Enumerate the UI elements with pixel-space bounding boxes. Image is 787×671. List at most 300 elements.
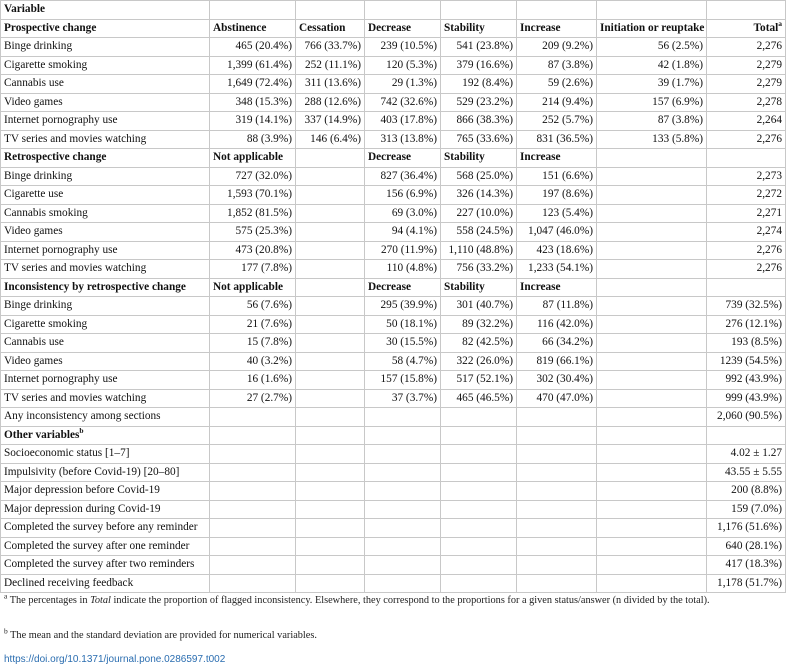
table-cell: 1,047 (46.0%) [517, 223, 597, 242]
empty-cell [365, 426, 441, 445]
table-row [1, 297, 786, 316]
column-header-text: Total [753, 21, 779, 34]
table-cell: 827 (36.4%) [365, 167, 441, 186]
row-label: Completed the survey before any reminder [1, 519, 210, 538]
empty-cell [210, 426, 296, 445]
table-cell: 214 (9.4%) [517, 93, 597, 112]
column-header-text: Cessation [299, 21, 346, 34]
column-header [296, 19, 365, 38]
table-cell: 87 (11.8%) [517, 297, 597, 316]
column-header [441, 149, 517, 168]
section-header-retrospective [1, 149, 786, 168]
table-cell: 379 (16.6%) [441, 56, 517, 75]
column-header [365, 149, 441, 168]
table-cell: 133 (5.8%) [597, 130, 707, 149]
table-cell: 27 (2.7%) [210, 389, 296, 408]
table-cell [296, 260, 365, 279]
table-cell [296, 408, 365, 427]
column-header [210, 278, 296, 297]
table-cell: 59 (2.6%) [517, 75, 597, 94]
table-cell: 295 (39.9%) [365, 297, 441, 316]
table-cell: 2,276 [707, 260, 786, 279]
row-label: Impulsivity (before Covid-19) [20–80] [1, 463, 210, 482]
table-cell [597, 352, 707, 371]
empty-cell [210, 445, 296, 464]
table-row [1, 315, 786, 334]
column-header [517, 19, 597, 38]
table-cell [597, 389, 707, 408]
table-cell [296, 352, 365, 371]
empty-cell [517, 537, 597, 556]
table-cell [597, 186, 707, 205]
table-cell: 2,274 [707, 223, 786, 242]
empty-cell [441, 556, 517, 575]
table-cell: 4.02 ± 1.27 [707, 445, 786, 464]
table-cell: 50 (18.1%) [365, 315, 441, 334]
row-label: Video games [1, 93, 210, 112]
row-label: Internet pornography use [1, 112, 210, 131]
section-title [1, 426, 210, 445]
empty-cell [441, 482, 517, 501]
table-row [1, 389, 786, 408]
table-cell: 765 (33.6%) [441, 130, 517, 149]
column-header [707, 149, 786, 168]
empty-cell [365, 445, 441, 464]
table-cell [597, 315, 707, 334]
column-header [517, 149, 597, 168]
table-cell: 2,279 [707, 75, 786, 94]
empty-cell [517, 463, 597, 482]
empty-cell [597, 500, 707, 519]
table-cell [597, 408, 707, 427]
empty-cell [365, 537, 441, 556]
table-cell: 239 (10.5%) [365, 38, 441, 57]
empty-cell [210, 463, 296, 482]
table-cell: 2,278 [707, 93, 786, 112]
table-row [1, 38, 786, 57]
section-header-prospective [1, 19, 786, 38]
table-cell: 1,399 (61.4%) [210, 56, 296, 75]
table-row [1, 519, 786, 538]
table-cell: 568 (25.0%) [441, 167, 517, 186]
table-cell [296, 297, 365, 316]
table-cell: 756 (33.2%) [441, 260, 517, 279]
table-cell: 270 (11.9%) [365, 241, 441, 260]
table-row [1, 463, 786, 482]
row-label: Any inconsistency among sections [1, 408, 210, 427]
table-cell: 1,233 (54.1%) [517, 260, 597, 279]
column-header [597, 278, 707, 297]
table-cell: 252 (5.7%) [517, 112, 597, 131]
table-cell: 197 (8.6%) [517, 186, 597, 205]
empty-cell [441, 519, 517, 538]
table-cell [597, 241, 707, 260]
table-cell [597, 371, 707, 390]
table-cell: 739 (32.5%) [707, 297, 786, 316]
table-cell: 423 (18.6%) [517, 241, 597, 260]
column-header-text: Decrease [368, 21, 412, 34]
empty-cell [365, 463, 441, 482]
table-cell: 517 (52.1%) [441, 371, 517, 390]
row-label: TV series and movies watching [1, 260, 210, 279]
table-cell: 529 (23.2%) [441, 93, 517, 112]
row-label: Cannabis smoking [1, 204, 210, 223]
column-header-text: Not applicable [213, 280, 283, 293]
table-cell: 322 (26.0%) [441, 352, 517, 371]
table-row [1, 223, 786, 242]
empty-cell [597, 482, 707, 501]
row-label: Major depression before Covid-19 [1, 482, 210, 501]
table-cell: 151 (6.6%) [517, 167, 597, 186]
table-cell: 326 (14.3%) [441, 186, 517, 205]
table-cell: 1,593 (70.1%) [210, 186, 296, 205]
empty-cell [441, 463, 517, 482]
empty-cell [517, 500, 597, 519]
row-label: Socioeconomic status [1–7] [1, 445, 210, 464]
total-footnote-mark: a [778, 19, 782, 28]
table-cell: 2,264 [707, 112, 786, 131]
table-cell: 1,176 (51.6%) [707, 519, 786, 538]
empty-cell [517, 574, 597, 593]
table-row [1, 371, 786, 390]
table-cell: 866 (38.3%) [441, 112, 517, 131]
column-header-text: Increase [520, 151, 561, 163]
table-body [1, 1, 786, 593]
table-cell: 348 (15.3%) [210, 93, 296, 112]
table-cell [597, 334, 707, 353]
table-cell: 302 (30.4%) [517, 371, 597, 390]
column-header [597, 149, 707, 168]
column-header [210, 19, 296, 38]
table-row [1, 186, 786, 205]
table-cell: 2,271 [707, 204, 786, 223]
header-row [1, 1, 786, 20]
table-cell [296, 371, 365, 390]
table-cell: 831 (36.5%) [517, 130, 597, 149]
table-cell: 2,276 [707, 241, 786, 260]
table-cell: 337 (14.9%) [296, 112, 365, 131]
column-header-text: Increase [520, 280, 561, 293]
empty-cell [441, 445, 517, 464]
column-header [296, 278, 365, 297]
table-cell: 1,110 (48.8%) [441, 241, 517, 260]
table-cell: 157 (15.8%) [365, 371, 441, 390]
column-header [441, 278, 517, 297]
empty-cell [365, 500, 441, 519]
table-cell: 120 (5.3%) [365, 56, 441, 75]
table-cell [296, 204, 365, 223]
table-cell: 16 (1.6%) [210, 371, 296, 390]
table-cell: 87 (3.8%) [517, 56, 597, 75]
table-cell [296, 223, 365, 242]
empty-cell [296, 445, 365, 464]
table-cell: 116 (42.0%) [517, 315, 597, 334]
table-row [1, 408, 786, 427]
empty-cell [296, 482, 365, 501]
empty-cell [210, 537, 296, 556]
row-label: Internet pornography use [1, 371, 210, 390]
empty-cell [441, 574, 517, 593]
table-row [1, 500, 786, 519]
empty-cell [296, 556, 365, 575]
column-header [365, 19, 441, 38]
table-row [1, 112, 786, 131]
empty-cell [517, 445, 597, 464]
empty-cell [210, 500, 296, 519]
table-cell: 110 (4.8%) [365, 260, 441, 279]
table-cell: 159 (7.0%) [707, 500, 786, 519]
table-cell: 227 (10.0%) [441, 204, 517, 223]
table-cell: 470 (47.0%) [517, 389, 597, 408]
empty-cell [441, 537, 517, 556]
empty-cell [210, 556, 296, 575]
footnote-b-mark: b [4, 626, 8, 636]
table-cell: 209 (9.2%) [517, 38, 597, 57]
table-cell: 37 (3.7%) [365, 389, 441, 408]
table-row [1, 130, 786, 149]
row-label: Video games [1, 352, 210, 371]
empty-cell [517, 426, 597, 445]
footnote-a [4, 593, 774, 609]
table-cell: 276 (12.1%) [707, 315, 786, 334]
table-cell: 192 (8.4%) [441, 75, 517, 94]
column-header-text: Decrease [368, 151, 412, 163]
empty-cell [365, 519, 441, 538]
empty-cell [597, 519, 707, 538]
row-label: TV series and movies watching [1, 130, 210, 149]
table-cell: 58 (4.7%) [365, 352, 441, 371]
row-label: Cigarette smoking [1, 56, 210, 75]
row-label: Internet pornography use [1, 241, 210, 260]
table-cell: 1,178 (51.7%) [707, 574, 786, 593]
row-label: Binge drinking [1, 167, 210, 186]
table-cell: 177 (7.8%) [210, 260, 296, 279]
column-header-text: Stability [444, 21, 485, 34]
empty-cell [597, 445, 707, 464]
table-cell: 288 (12.6%) [296, 93, 365, 112]
empty-cell [296, 500, 365, 519]
table-cell: 558 (24.5%) [441, 223, 517, 242]
table-cell [441, 408, 517, 427]
table-cell: 146 (6.4%) [296, 130, 365, 149]
column-header [365, 278, 441, 297]
column-header [597, 19, 707, 38]
table-row [1, 352, 786, 371]
column-header [441, 19, 517, 38]
footnote-a-text: The percentages in Total indicate the proportion of flagged inconsistency. Elsewhere, they correspond to the proportions for a given status/answer (n divided by the total). [9, 595, 710, 606]
empty-cell [597, 574, 707, 593]
row-label: TV series and movies watching [1, 389, 210, 408]
row-label: Completed the survey after one reminder [1, 537, 210, 556]
table-row [1, 241, 786, 260]
column-header-text: Increase [520, 21, 561, 34]
table-cell [296, 241, 365, 260]
column-header-text: Decrease [368, 280, 412, 293]
table-cell [296, 389, 365, 408]
empty-cell [210, 574, 296, 593]
table-row [1, 482, 786, 501]
table-cell: 82 (42.5%) [441, 334, 517, 353]
table-cell [296, 315, 365, 334]
footnote-b-text: The mean and the standard deviation are provided for numerical variables. [10, 630, 317, 641]
table-cell: 21 (7.6%) [210, 315, 296, 334]
column-header-text: Stability [444, 280, 485, 293]
empty-cell [517, 556, 597, 575]
table-cell: 465 (46.5%) [441, 389, 517, 408]
table-cell: 2,273 [707, 167, 786, 186]
table-row [1, 556, 786, 575]
empty-cell [597, 556, 707, 575]
row-label: Cannabis use [1, 75, 210, 94]
table-cell: 575 (25.3%) [210, 223, 296, 242]
column-header-text: Stability [444, 151, 485, 163]
empty-cell [365, 556, 441, 575]
table-cell: 301 (40.7%) [441, 297, 517, 316]
empty-cell [597, 463, 707, 482]
table-cell: 56 (2.5%) [597, 38, 707, 57]
empty-cell [296, 426, 365, 445]
table-cell: 2,272 [707, 186, 786, 205]
row-label: Cannabis use [1, 334, 210, 353]
table-row [1, 167, 786, 186]
row-label: Cigarette smoking [1, 315, 210, 334]
table-cell: 87 (3.8%) [597, 112, 707, 131]
table-cell: 403 (17.8%) [365, 112, 441, 131]
empty-cell [296, 519, 365, 538]
empty-cell [441, 500, 517, 519]
table-cell [597, 204, 707, 223]
row-label: Major depression during Covid-19 [1, 500, 210, 519]
empty-cell [296, 463, 365, 482]
table-cell: 39 (1.7%) [597, 75, 707, 94]
table-cell: 742 (32.6%) [365, 93, 441, 112]
empty-cell [365, 482, 441, 501]
empty-cell [210, 519, 296, 538]
table-cell [517, 408, 597, 427]
column-header-text: Abstinence [213, 21, 267, 34]
table-cell: 42 (1.8%) [597, 56, 707, 75]
doi-link[interactable]: https://doi.org/10.1371/journal.pone.0286597.t002 [4, 654, 226, 665]
table-cell [597, 223, 707, 242]
table-cell: 40 (3.2%) [210, 352, 296, 371]
section-title-text: Other variables [4, 428, 80, 441]
table-cell: 766 (33.7%) [296, 38, 365, 57]
empty-cell [597, 537, 707, 556]
table-row [1, 204, 786, 223]
table-row [1, 56, 786, 75]
footnote-a-mark: a [4, 591, 8, 601]
table-cell: 43.55 ± 5.55 [707, 463, 786, 482]
column-header [296, 149, 365, 168]
table-cell [597, 297, 707, 316]
row-label: Binge drinking [1, 38, 210, 57]
empty-cell [365, 574, 441, 593]
table-row [1, 75, 786, 94]
section-header-inconsistency [1, 278, 786, 297]
table-cell: 123 (5.4%) [517, 204, 597, 223]
section-title: Inconsistency by retrospective change [1, 278, 210, 297]
table-cell [296, 167, 365, 186]
variable-header: Variable [1, 1, 210, 20]
table-cell: 89 (32.2%) [441, 315, 517, 334]
table-row [1, 93, 786, 112]
table-row [1, 334, 786, 353]
table-cell: 473 (20.8%) [210, 241, 296, 260]
table-cell [296, 186, 365, 205]
empty-cell [517, 482, 597, 501]
table-cell: 252 (11.1%) [296, 56, 365, 75]
table-cell: 819 (66.1%) [517, 352, 597, 371]
other-footnote-mark: b [79, 426, 84, 435]
row-label: Declined receiving feedback [1, 574, 210, 593]
table-cell [296, 334, 365, 353]
row-label: Binge drinking [1, 297, 210, 316]
table-cell: 1239 (54.5%) [707, 352, 786, 371]
table-cell: 69 (3.0%) [365, 204, 441, 223]
row-label: Cigarette use [1, 186, 210, 205]
empty-cell [441, 426, 517, 445]
empty-cell [597, 426, 707, 445]
section-title: Retrospective change [1, 149, 210, 168]
table-cell: 193 (8.5%) [707, 334, 786, 353]
table-cell: 157 (6.9%) [597, 93, 707, 112]
table-cell [597, 167, 707, 186]
empty-cell [707, 426, 786, 445]
table-cell [365, 408, 441, 427]
section-title: Prospective change [1, 19, 210, 38]
section-header-other [1, 426, 786, 445]
empty-cell [210, 482, 296, 501]
table-cell [210, 408, 296, 427]
column-header [707, 19, 786, 38]
table-cell: 2,279 [707, 56, 786, 75]
table-cell: 727 (32.0%) [210, 167, 296, 186]
column-header [210, 149, 296, 168]
column-header-text: Not applicable [213, 151, 283, 163]
table-row [1, 260, 786, 279]
table-cell: 200 (8.8%) [707, 482, 786, 501]
table-cell [597, 260, 707, 279]
footnote-b [4, 628, 774, 644]
table-cell: 1,852 (81.5%) [210, 204, 296, 223]
row-label: Completed the survey after two reminders [1, 556, 210, 575]
table-cell: 2,276 [707, 130, 786, 149]
table-cell: 640 (28.1%) [707, 537, 786, 556]
table-row [1, 574, 786, 593]
table-cell: 313 (13.8%) [365, 130, 441, 149]
table-cell: 56 (7.6%) [210, 297, 296, 316]
table-cell: 30 (15.5%) [365, 334, 441, 353]
table-cell: 319 (14.1%) [210, 112, 296, 131]
table-cell: 2,060 (90.5%) [707, 408, 786, 427]
table-cell: 2,276 [707, 38, 786, 57]
empty-cell [517, 519, 597, 538]
table-cell: 465 (20.4%) [210, 38, 296, 57]
table-cell: 29 (1.3%) [365, 75, 441, 94]
table-cell: 66 (34.2%) [517, 334, 597, 353]
table-cell: 417 (18.3%) [707, 556, 786, 575]
table-cell: 15 (7.8%) [210, 334, 296, 353]
table-cell: 88 (3.9%) [210, 130, 296, 149]
empty-cell [296, 574, 365, 593]
table-cell: 1,649 (72.4%) [210, 75, 296, 94]
table-cell: 156 (6.9%) [365, 186, 441, 205]
table-cell: 94 (4.1%) [365, 223, 441, 242]
empty-cell [296, 537, 365, 556]
column-header [517, 278, 597, 297]
column-header-text: Initiation or reuptake [600, 21, 705, 34]
column-header [707, 278, 786, 297]
